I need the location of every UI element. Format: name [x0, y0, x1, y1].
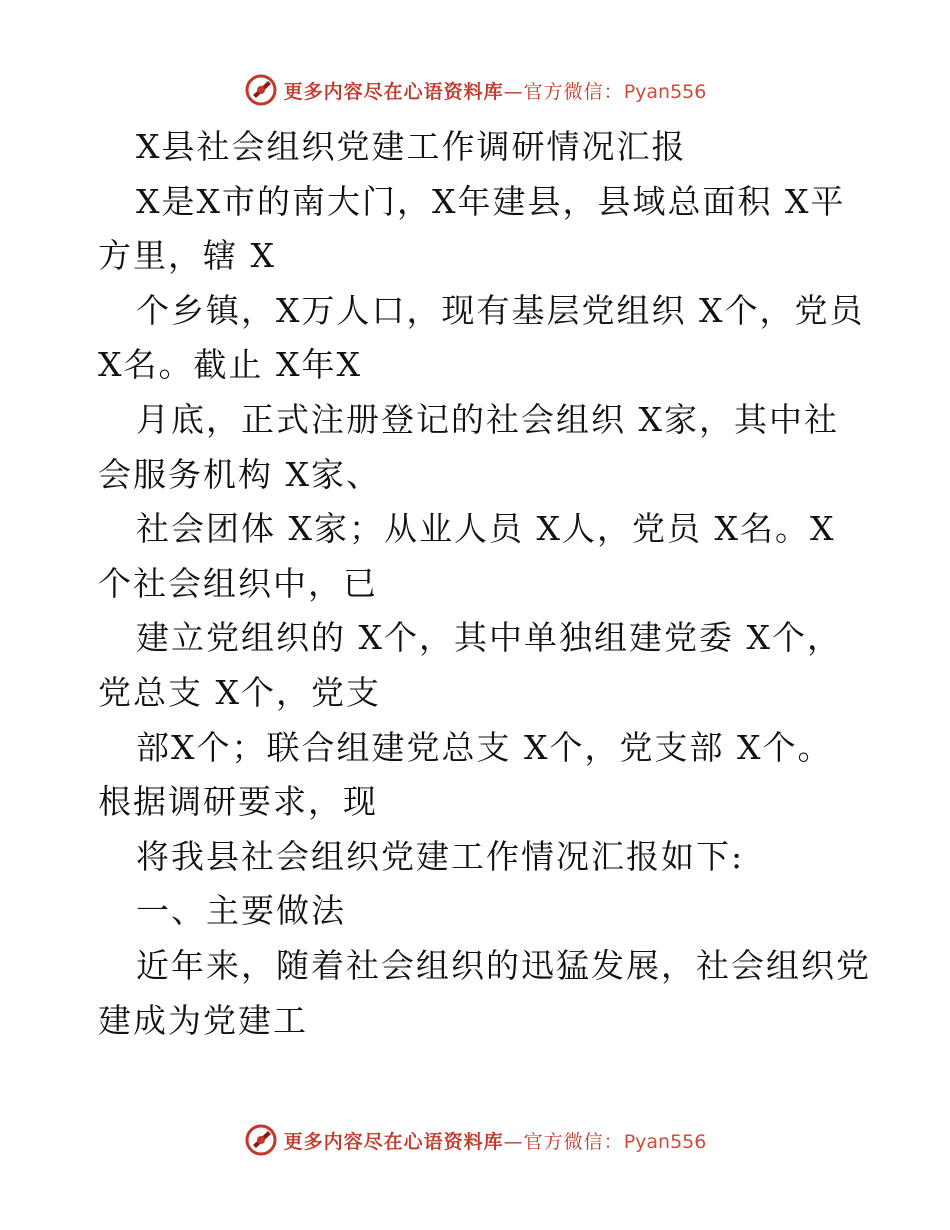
- document-body: [98, 120, 871, 1048]
- document-title: X县社会组织党建工作调研情况汇报: [136, 127, 687, 166]
- text-line: 建立党组织的 X个，其中单独组建党委 X个，: [136, 618, 842, 658]
- text-line: X名。截止 X年X: [98, 345, 362, 385]
- text-line: 会服务机构 X家、: [98, 454, 381, 494]
- watermark-text: [284, 77, 707, 104]
- watermark-text: [284, 1127, 707, 1154]
- text-line: X是X市的南大门，X年建县，县域总面积 X平: [136, 181, 846, 221]
- watermark-brand: 更多内容尽在心语资料库: [283, 1130, 504, 1153]
- text-line: 将我县社会组织党建工作情况汇报如下:: [136, 836, 745, 876]
- watermark-separator: —: [503, 80, 524, 103]
- watermark-separator: —: [503, 1130, 524, 1153]
- brand-logo-icon: [244, 73, 278, 107]
- section-heading: 一、主要做法: [136, 891, 346, 931]
- text-line: 根据调研要求，现: [98, 782, 378, 822]
- text-line: 个社会组织中，已: [98, 563, 378, 603]
- footer-watermark: [0, 1120, 950, 1160]
- text-line: 月底，正式注册登记的社会组织 X家，其中社: [136, 399, 839, 439]
- text-line: 建成为党建工: [98, 1000, 308, 1040]
- text-line: 方里，辖 X: [98, 236, 276, 276]
- text-line: 社会团体 X家；从业人员 X人，党员 X名。X: [136, 509, 836, 549]
- watermark-wechat-id: Pyan556: [623, 1130, 707, 1153]
- text-line: 近年来，随着社会组织的迅猛发展，社会组织党: [136, 945, 871, 985]
- brand-logo-icon: [244, 1123, 278, 1157]
- watermark-wechat-label: 官方微信：: [523, 80, 624, 103]
- watermark-wechat-label: 官方微信：: [523, 1130, 624, 1153]
- text-line: 个乡镇，X万人口，现有基层党组织 X个，党员: [136, 290, 865, 330]
- text-line: 部X个；联合组建党总支 X个，党支部 X个。: [136, 727, 833, 767]
- header-watermark: [0, 70, 950, 110]
- watermark-wechat-id: Pyan556: [623, 80, 707, 103]
- watermark-brand: 更多内容尽在心语资料库: [283, 80, 504, 103]
- text-line: 党总支 X个，党支: [98, 672, 381, 712]
